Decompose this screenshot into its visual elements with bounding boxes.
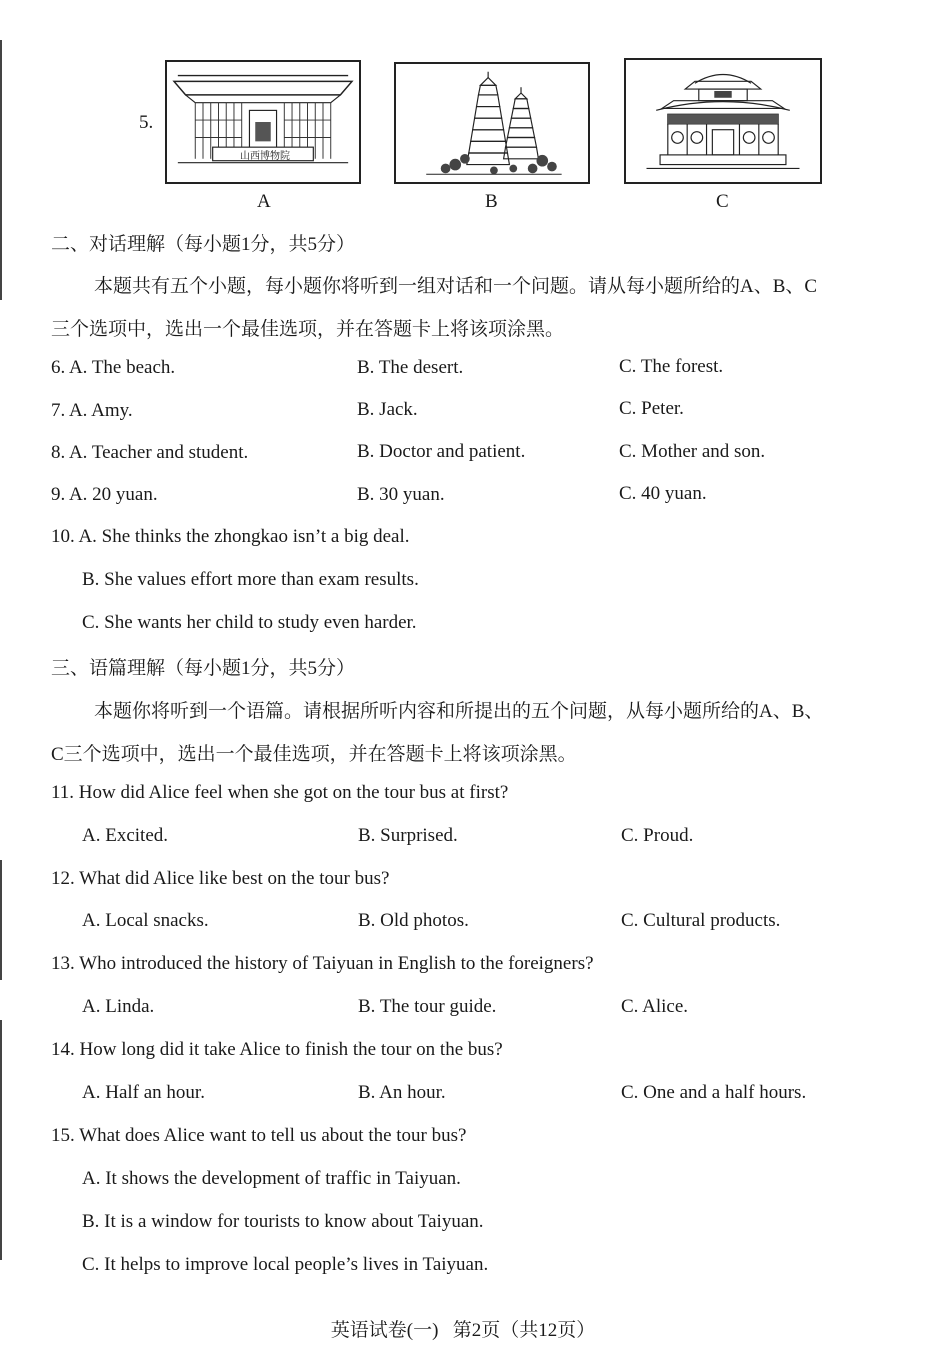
q11-option-c: C. Proud. [621, 825, 694, 846]
q7-option-a: 7. A. Amy. [51, 400, 133, 421]
q14-option-a: A. Half an hour. [82, 1082, 205, 1103]
q14-stem: 14. How long did it take Alice to finish the tour on the bus? [51, 1039, 503, 1060]
q15-stem: 15. What does Alice want to tell us about the tour bus? [51, 1125, 467, 1146]
margin-line [0, 860, 2, 980]
q7-option-b: B. Jack. [357, 399, 418, 420]
q6-option-b: B. The desert. [357, 357, 464, 378]
margin-line [0, 40, 2, 300]
q13-option-c: C. Alice. [621, 996, 689, 1017]
q8-option-c: C. Mother and son. [619, 441, 766, 462]
margin-line [0, 1020, 2, 1260]
q15-option-b: B. It is a window for tourists to know about Taiyuan. [82, 1211, 484, 1232]
q10-option-a: 10. A. She thinks the zhongkao isn’t a big deal. [51, 526, 410, 547]
section2-heading: 二、对话理解（每小题1分，共5分） [51, 234, 356, 255]
museum-building-icon [167, 62, 359, 182]
picture-a [165, 60, 361, 184]
section3-instructions-1: 本题你将听到一个语篇。请根据所听内容和所提出的五个问题，从每小题所给的A、B、 [94, 701, 824, 722]
q9-option-c: C. 40 yuan. [619, 483, 707, 504]
picture-b [394, 62, 590, 184]
q11-option-b: B. Surprised. [358, 825, 458, 846]
q12-option-b: B. Old photos. [358, 910, 469, 931]
museum-sign: 山西博物院 [240, 151, 290, 162]
picture-c [624, 58, 822, 184]
q14-option-b: B. An hour. [358, 1082, 446, 1103]
q6-option-a: 6. A. The beach. [51, 357, 176, 378]
q5-number: 5. [139, 112, 154, 133]
q8-option-a: 8. A. Teacher and student. [51, 442, 249, 463]
q13-option-b: B. The tour guide. [358, 996, 497, 1017]
picture-a-label: A [257, 191, 271, 212]
section2-instructions-1: 本题共有五个小题，每小题你将听到一组对话和一个问题。请从每小题所给的A、B、C [94, 276, 818, 297]
section3-heading: 三、语篇理解（每小题1分，共5分） [51, 658, 356, 679]
q6-option-c: C. The forest. [619, 356, 724, 377]
q7-option-c: C. Peter. [619, 398, 684, 419]
page-footer: 英语试卷(一) 第2页（共12页） [330, 1320, 596, 1341]
picture-c-label: C [716, 191, 729, 212]
q12-option-c: C. Cultural products. [621, 910, 781, 931]
q11-option-a: A. Excited. [82, 825, 169, 846]
temple-hall-icon [626, 60, 820, 182]
picture-b-label: B [485, 191, 498, 212]
twin-pagodas-icon [396, 64, 588, 182]
q14-option-c: C. One and a half hours. [621, 1082, 807, 1103]
q11-stem: 11. How did Alice feel when she got on the tour bus at first? [51, 782, 509, 803]
q8-option-b: B. Doctor and patient. [357, 441, 526, 462]
q13-option-a: A. Linda. [82, 996, 155, 1017]
q12-option-a: A. Local snacks. [82, 910, 209, 931]
q9-option-b: B. 30 yuan. [357, 484, 445, 505]
q15-option-c: C. It helps to improve local people’s lives in Taiyuan. [82, 1254, 489, 1275]
q9-option-a: 9. A. 20 yuan. [51, 484, 158, 505]
section2-instructions-2: 三个选项中，选出一个最佳选项，并在答题卡上将该项涂黑。 [51, 319, 565, 340]
q10-option-c: C. She wants her child to study even harder. [82, 612, 417, 633]
q13-stem: 13. Who introduced the history of Taiyuan in English to the foreigners? [51, 953, 594, 974]
section3-instructions-2: C三个选项中，选出一个最佳选项，并在答题卡上将该项涂黑。 [51, 744, 577, 765]
q12-stem: 12. What did Alice like best on the tour bus? [51, 868, 390, 889]
q10-option-b: B. She values effort more than exam results. [82, 569, 419, 590]
q15-option-a: A. It shows the development of traffic in Taiyuan. [82, 1168, 461, 1189]
